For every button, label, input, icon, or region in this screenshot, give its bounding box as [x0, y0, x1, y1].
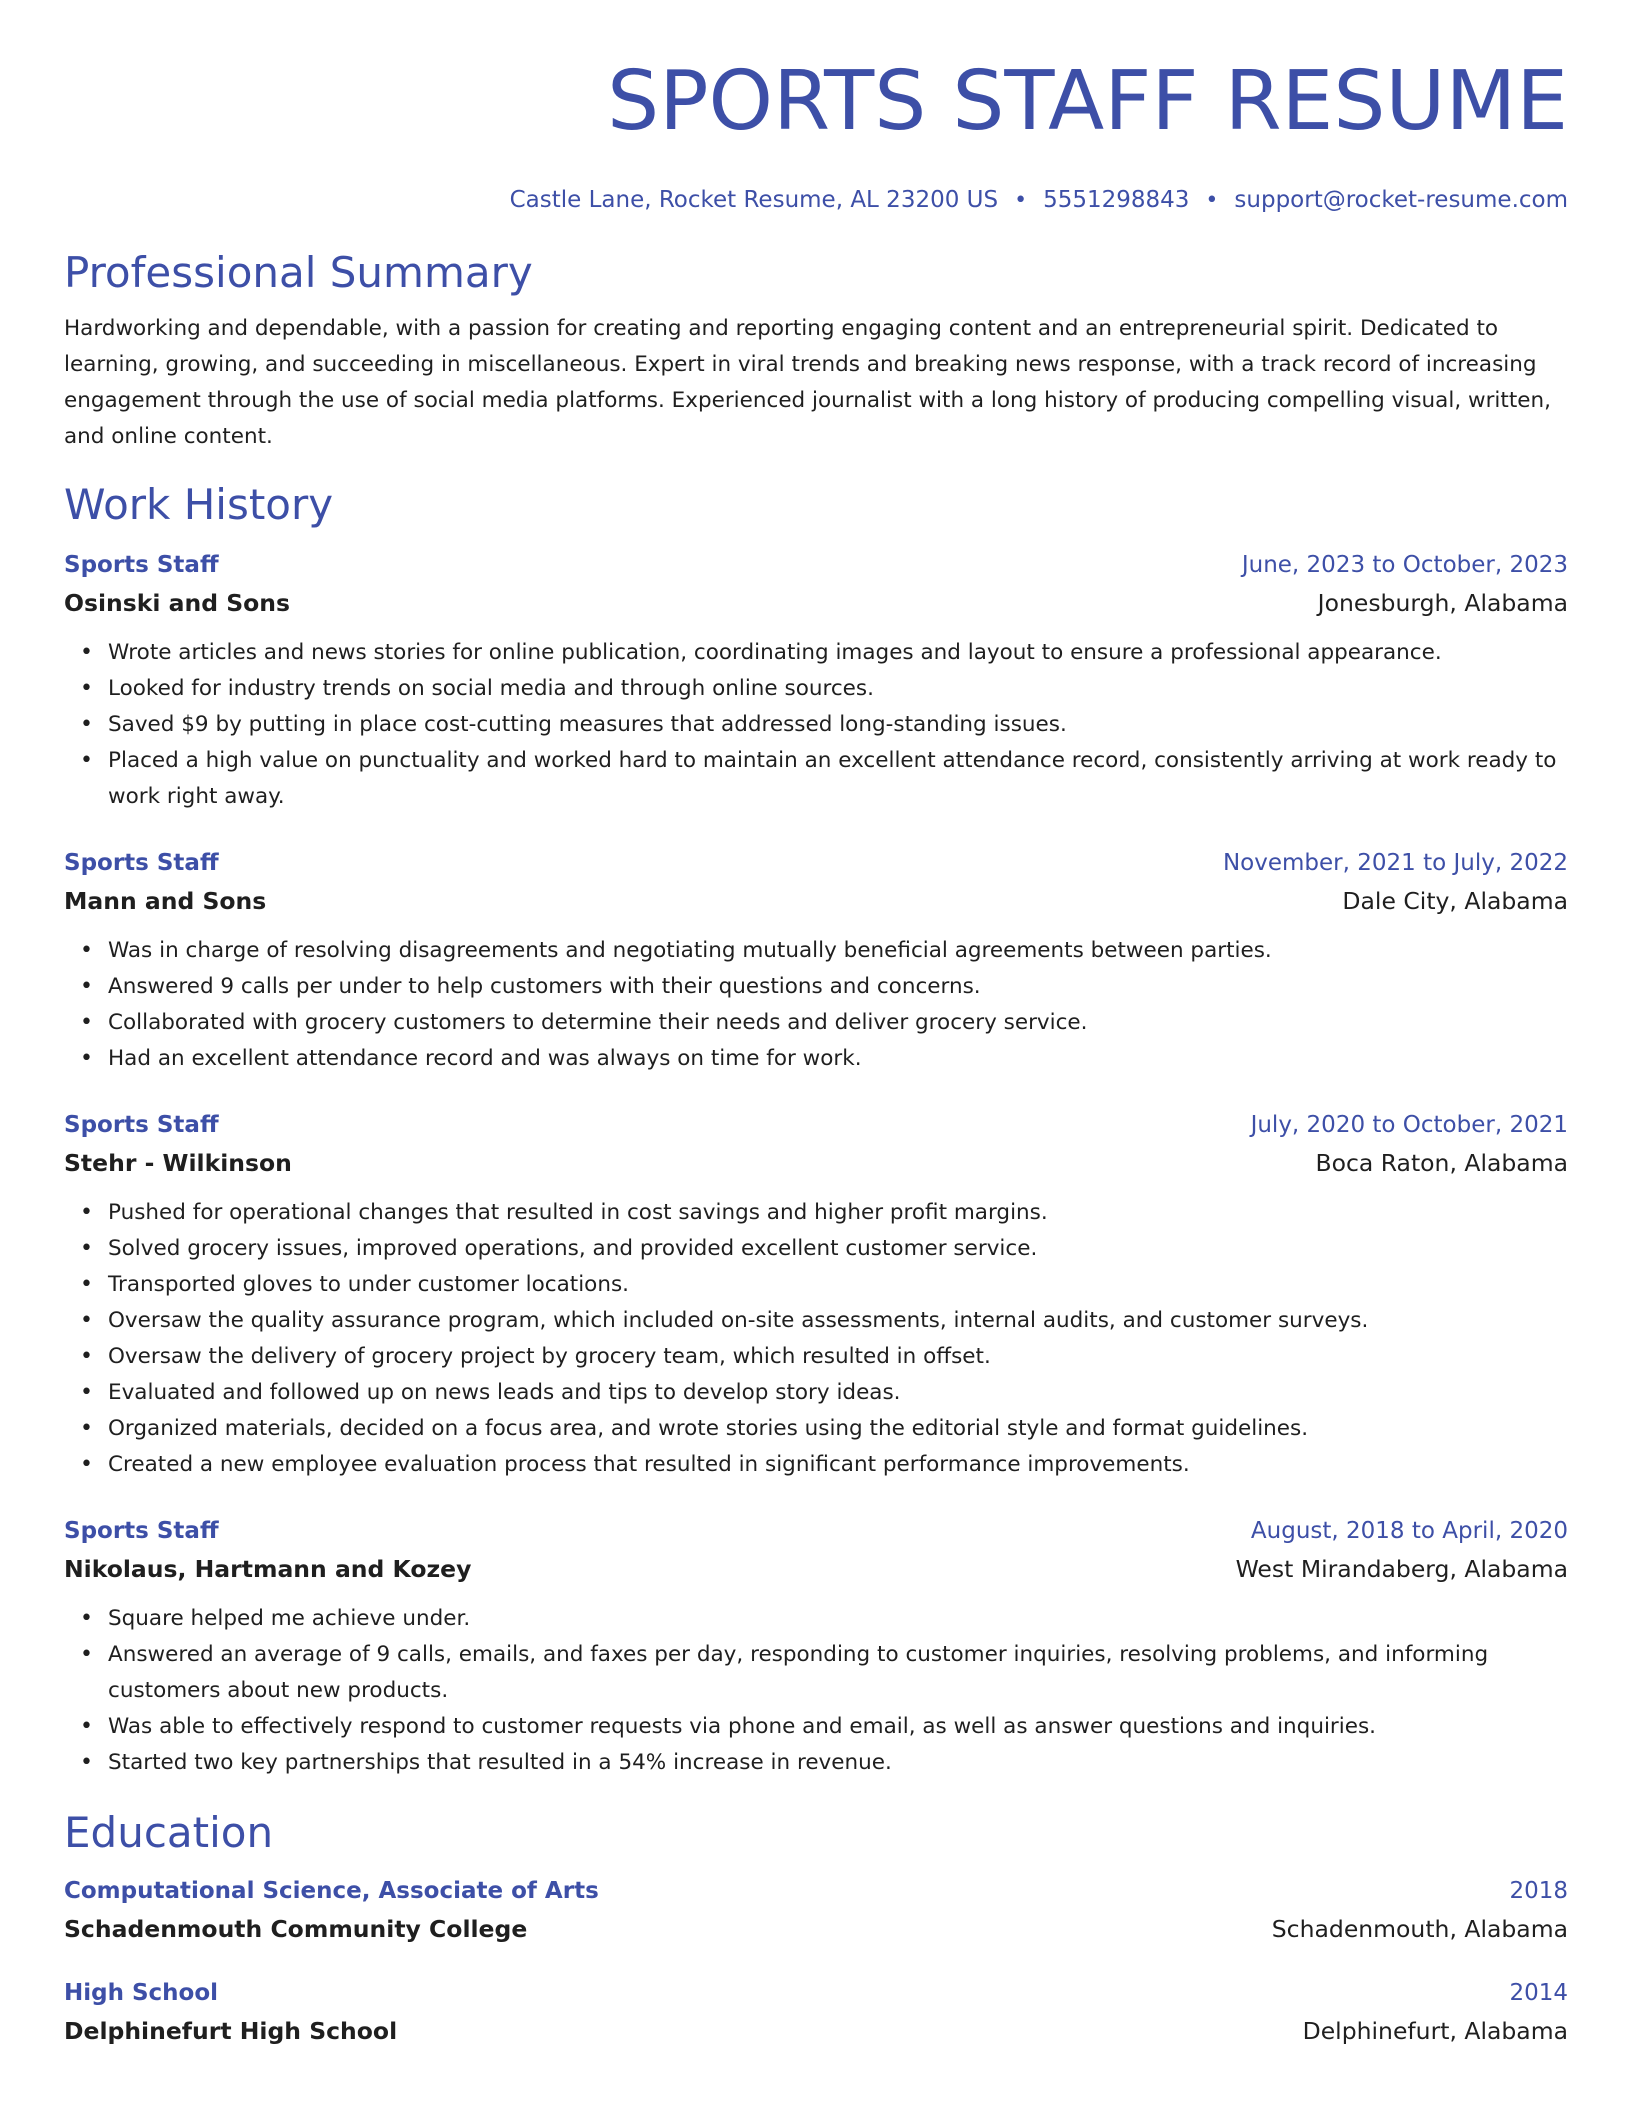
bullet-text: Answered an average of 9 calls, emails, and faxes per day, responding to customer inquiries, resolving problems, and informing customers about new products.: [108, 1642, 1489, 1703]
bullet-text: Pushed for operational changes that resulted in cost savings and higher profit margins.: [108, 1200, 1048, 1225]
education-location: Schadenmouth, Alabama: [1271, 1915, 1568, 1943]
bullet-dot: •: [80, 1272, 93, 1297]
job-bullet: [80, 1709, 1568, 1745]
job-bullet: [80, 1303, 1568, 1339]
job-bullet: [80, 707, 1568, 743]
education-degree-row: [64, 1873, 1568, 1909]
job-entry: [64, 845, 1568, 1077]
bullet-text: Started two key partnerships that resulted in a 54% increase in revenue.: [108, 1750, 892, 1775]
bullet-dot: •: [80, 1452, 93, 1477]
bullet-dot: •: [80, 974, 93, 999]
education-school: Delphinefurt High School: [64, 2017, 398, 2045]
job-bullet: [80, 1601, 1568, 1637]
bullet-text: Was able to effectively respond to customer requests via phone and email, as well as answer questions and inquiries.: [108, 1714, 1377, 1739]
job-title-row: [64, 1513, 1568, 1549]
bullet-dot: •: [80, 1010, 93, 1035]
bullet-text: Square helped me achieve under.: [108, 1606, 471, 1631]
resume-title: SPORTS STAFF RESUME: [607, 54, 1568, 149]
bullet-text: Had an excellent attendance record and was always on time for work.: [108, 1046, 862, 1071]
bullet-text: Collaborated with grocery customers to determine their needs and deliver grocery service.: [108, 1010, 1088, 1035]
job-bullet: [80, 969, 1568, 1005]
bullet-text: Saved $9 by putting in place cost-cutting measures that addressed long-standing issues.: [108, 712, 1067, 737]
summary-text: Hardworking and dependable, with a passion for creating and reporting engaging content and an entrepreneurial spirit. Dedicated to learning, growing, and succeeding in miscellaneous. Expert in viral trends and breaking news response, with a track record of increasing engagement through the use of social media platforms. Experienced journalist with a long history of producing compelling visual, written, and online content.: [64, 316, 1551, 449]
job-location: West Mirandaberg, Alabama: [1235, 1555, 1568, 1583]
education-location: Delphinefurt, Alabama: [1302, 2017, 1568, 2045]
job-dates: July, 2020 to October, 2021: [1250, 1112, 1568, 1138]
contact-email: support@rocket-resume.com: [1234, 187, 1568, 213]
job-role: Sports Staff: [64, 1112, 219, 1138]
job-bullet: [80, 1745, 1568, 1781]
job-role: Sports Staff: [64, 552, 219, 578]
job-company-row: [64, 881, 1568, 921]
education-entry: [64, 1873, 1568, 1949]
education-year: 2018: [1509, 1878, 1568, 1904]
section-heading-work-history: Work History: [64, 480, 334, 529]
bullet-dot: •: [80, 1380, 93, 1405]
bullet-text: Wrote articles and news stories for online publication, coordinating images and layout to ensure a professional appearance.: [108, 640, 1442, 665]
bullet-dot: •: [80, 938, 93, 963]
bullet-dot: •: [80, 1046, 93, 1071]
bullet-text: Created a new employee evaluation process that resulted in significant performance improvements.: [108, 1452, 1190, 1477]
section-heading-summary: Professional Summary: [64, 248, 533, 297]
bullet-dot: •: [80, 1344, 93, 1369]
bullet-text: Oversaw the delivery of grocery project by grocery team, which resulted in offset.: [108, 1344, 991, 1369]
job-location: Boca Raton, Alabama: [1315, 1149, 1568, 1177]
bullet-dot: •: [80, 640, 93, 665]
bullet-dot: •: [80, 1308, 93, 1333]
education-degree-row: [64, 1975, 1568, 2011]
job-location: Dale City, Alabama: [1342, 887, 1568, 915]
job-bullet: [80, 671, 1568, 707]
job-entry: [64, 1107, 1568, 1483]
job-dates: June, 2023 to October, 2023: [1241, 552, 1568, 578]
job-entry: [64, 1513, 1568, 1781]
job-bullet: [80, 933, 1568, 969]
job-company: Osinski and Sons: [64, 589, 290, 617]
job-bullet-list: [64, 1195, 1568, 1483]
job-bullet: [80, 635, 1568, 671]
education-degree: High School: [64, 1980, 219, 2006]
job-dates: November, 2021 to July, 2022: [1222, 850, 1568, 876]
bullet-dot: •: [80, 1714, 93, 1739]
job-title-row: [64, 1107, 1568, 1143]
job-company: Nikolaus, Hartmann and Kozey: [64, 1555, 472, 1583]
bullet-dot: •: [80, 1236, 93, 1261]
job-bullet: [80, 1195, 1568, 1231]
contact-separator: •: [1014, 188, 1028, 213]
bullet-dot: •: [80, 1416, 93, 1441]
job-entry: [64, 547, 1568, 815]
bullet-text: Placed a high value on punctuality and worked hard to maintain an excellent attendance record, consistently arriving at work ready to work right away.: [108, 748, 1557, 809]
job-location: Jonesburgh, Alabama: [1317, 589, 1568, 617]
bullet-text: Organized materials, decided on a focus area, and wrote stories using the editorial style and format guidelines.: [108, 1416, 1309, 1441]
job-bullet: [80, 1267, 1568, 1303]
bullet-dot: •: [80, 676, 93, 701]
education-school: Schadenmouth Community College: [64, 1915, 528, 1943]
job-bullet: [80, 1005, 1568, 1041]
bullet-text: Looked for industry trends on social media and through online sources.: [108, 676, 874, 701]
bullet-dot: •: [80, 748, 93, 773]
job-bullet-list: [64, 635, 1568, 815]
bullet-text: Answered 9 calls per under to help customers with their questions and concerns.: [108, 974, 981, 999]
bullet-dot: •: [80, 1200, 93, 1225]
contact-separator: •: [1205, 188, 1219, 213]
job-company: Stehr - Wilkinson: [64, 1149, 292, 1177]
bullet-text: Was in charge of resolving disagreements and negotiating mutually beneficial agreements between parties.: [108, 938, 1272, 963]
resume-page: [64, 0, 1568, 2051]
education-school-row: [64, 2011, 1568, 2051]
bullet-text: Transported gloves to under customer locations.: [108, 1272, 629, 1297]
job-company-row: [64, 1549, 1568, 1589]
bullet-dot: •: [80, 1606, 93, 1631]
contact-line: [64, 186, 1568, 215]
bullet-dot: •: [80, 1642, 93, 1667]
contact-address: Castle Lane, Rocket Resume, AL 23200 US: [509, 187, 999, 213]
job-company: Mann and Sons: [64, 887, 267, 915]
education-year: 2014: [1509, 1980, 1568, 2006]
bullet-dot: •: [80, 1750, 93, 1775]
job-role: Sports Staff: [64, 1518, 219, 1544]
job-bullet: [80, 1447, 1568, 1483]
education-school-row: [64, 1909, 1568, 1949]
job-bullet: [80, 1411, 1568, 1447]
bullet-text: Oversaw the quality assurance program, which included on-site assessments, internal audits, and customer surveys.: [108, 1308, 1369, 1333]
bullet-dot: •: [80, 712, 93, 737]
contact-phone: 5551298843: [1043, 187, 1190, 213]
job-title-row: [64, 845, 1568, 881]
education-entry: [64, 1975, 1568, 2051]
job-bullet: [80, 1375, 1568, 1411]
job-title-row: [64, 547, 1568, 583]
job-bullet: [80, 1339, 1568, 1375]
bullet-text: Evaluated and followed up on news leads and tips to develop story ideas.: [108, 1380, 901, 1405]
job-bullet: [80, 1231, 1568, 1267]
job-role: Sports Staff: [64, 850, 219, 876]
job-bullet: [80, 743, 1568, 815]
job-bullet-list: [64, 1601, 1568, 1781]
job-company-row: [64, 1143, 1568, 1183]
job-bullet-list: [64, 933, 1568, 1077]
job-dates: August, 2018 to April, 2020: [1250, 1518, 1568, 1544]
education-degree: Computational Science, Associate of Arts: [64, 1878, 599, 1904]
section-heading-education: Education: [64, 1808, 274, 1857]
job-company-row: [64, 583, 1568, 623]
bullet-text: Solved grocery issues, improved operations, and provided excellent customer service.: [108, 1236, 1038, 1261]
job-bullet: [80, 1637, 1568, 1709]
job-bullet: [80, 1041, 1568, 1077]
